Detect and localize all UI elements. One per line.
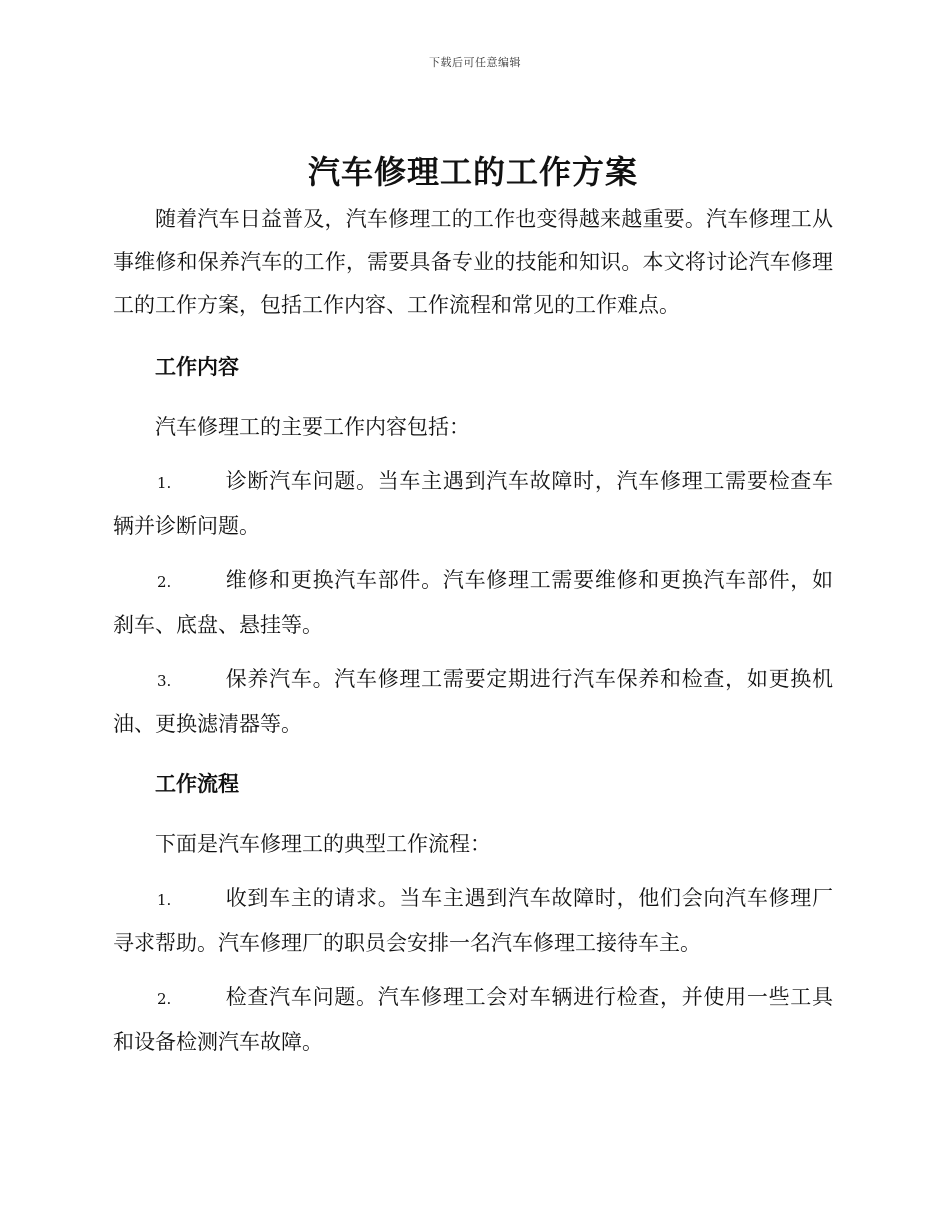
page-header: 下载后可任意编辑 bbox=[429, 56, 521, 69]
list-item bbox=[113, 976, 833, 1064]
section-work-content bbox=[113, 352, 833, 746]
list-item bbox=[113, 877, 833, 965]
section-heading: 工作流程 bbox=[155, 772, 239, 796]
list-item-number: 2. bbox=[157, 990, 172, 1008]
list-item-number: 2. bbox=[157, 573, 172, 591]
document-title: 汽车修理工的工作方案 bbox=[307, 153, 638, 191]
intro-paragraph: 随着汽车日益普及，汽车修理工的工作也变得越来越重要。汽车修理工从事维修和保养汽车的工作，需要具备专业的技能和知识。本文将讨论汽车修理工的工作方案，包括工作内容、工作流程和常见的工作难点。 bbox=[113, 207, 833, 317]
list-item bbox=[113, 559, 833, 647]
document-body bbox=[113, 150, 833, 1064]
list-item-number: 1. bbox=[157, 474, 172, 492]
list-item bbox=[113, 658, 833, 746]
list-item bbox=[113, 460, 833, 548]
section-heading: 工作内容 bbox=[155, 355, 239, 379]
section-lead: 下面是汽车修理工的典型工作流程： bbox=[155, 832, 491, 856]
list-item-text: 检查汽车问题。汽车修理工会对车辆进行检查，并使用一些工具和设备检测汽车故障。 bbox=[113, 985, 833, 1054]
list-item-text: 诊断汽车问题。当车主遇到汽车故障时，汽车修理工需要检查车辆并诊断问题。 bbox=[113, 469, 833, 538]
list-item-number: 3. bbox=[157, 672, 172, 690]
section-workflow bbox=[113, 769, 833, 1064]
list-item-text: 收到车主的请求。当车主遇到汽车故障时，他们会向汽车修理厂寻求帮助。汽车修理厂的职员会安排一名汽车修理工接待车主。 bbox=[113, 886, 833, 955]
list-item-text: 保养汽车。汽车修理工需要定期进行汽车保养和检查，如更换机油、更换滤清器等。 bbox=[113, 667, 833, 736]
list-item-number: 1. bbox=[157, 891, 172, 909]
list-item-text: 维修和更换汽车部件。汽车修理工需要维修和更换汽车部件，如刹车、底盘、悬挂等。 bbox=[113, 568, 833, 637]
section-lead: 汽车修理工的主要工作内容包括： bbox=[155, 415, 470, 439]
